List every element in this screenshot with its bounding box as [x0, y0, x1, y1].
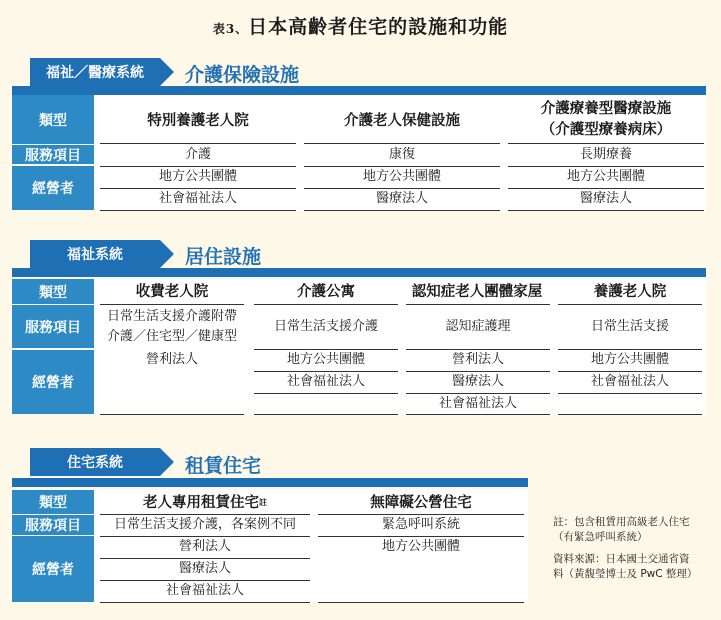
s1-col3-name-line1: 介護療養型醫療設施 [540, 100, 672, 117]
s1-col1-service: 介護 [184, 147, 211, 162]
section3-tab-label: 住宅系統 [67, 455, 123, 471]
section1-tab-label: 福祉／醫療系統 [46, 65, 144, 81]
section1-bar [12, 86, 706, 95]
label-type [12, 279, 94, 304]
label-service-text: 服務項目 [25, 518, 81, 534]
divider [558, 414, 702, 415]
s2-col1-service-line2: 介護／住宅型／健康型 [106, 329, 237, 344]
label-operator [12, 536, 94, 602]
divider [100, 143, 296, 144]
label-type-text: 類型 [39, 495, 67, 511]
title-prefix: 表3、 [212, 22, 249, 36]
label-service [12, 515, 94, 535]
divider [254, 393, 398, 394]
divider [558, 393, 702, 394]
s2-col4-operator-1: 地方公共團體 [590, 352, 669, 367]
footnote [553, 515, 718, 545]
divider [508, 210, 704, 211]
section2-tab [30, 240, 160, 268]
s3-col2-service: 緊急呼叫系統 [381, 517, 460, 532]
divider [406, 414, 550, 415]
s2-col4-operator-2: 社會福祉法人 [590, 374, 669, 389]
divider [304, 143, 500, 144]
divider [318, 602, 524, 603]
s1-col2-name: 介護老人保健設施 [344, 111, 460, 129]
s1-col2-service: 康復 [388, 147, 415, 162]
s1-col1-operator-2: 社會福祉法人 [158, 191, 237, 206]
section3-bar [12, 478, 528, 487]
source-line1: 資料來源：日本國土交通省資 [553, 553, 690, 565]
s3-col2-name: 無障礙公營住宅 [370, 493, 472, 511]
divider [100, 414, 244, 415]
footnote-line2: （有緊急呼叫系統） [553, 531, 648, 543]
label-type [12, 95, 94, 144]
section2-bar [12, 268, 706, 277]
s3-col1-operator-3: 社會福祉法人 [165, 583, 244, 598]
divider [304, 210, 500, 211]
divider [100, 602, 310, 603]
s3-col1-name [100, 491, 310, 513]
s1-col1-operator-1: 地方公共團體 [158, 169, 237, 184]
s1-col3-name [508, 97, 704, 141]
s2-col3-name: 認知症老人團體家屋 [411, 283, 543, 300]
s3-col1-operator-2: 醫療法人 [178, 561, 231, 576]
page-title [0, 12, 721, 39]
s1-col3-name-line2: （介護型療養病床） [540, 121, 672, 138]
s3-col1-operator-1: 營利法人 [178, 539, 231, 554]
section3-heading: 租賃住宅 [185, 455, 262, 477]
s2-col2-operator-1: 地方公共團體 [286, 352, 365, 367]
s2-col3-operator-2: 醫療法人 [451, 374, 504, 389]
s1-col3-operator-2: 醫療法人 [579, 191, 632, 206]
s3-col1-service: 日常生活支援介護，各案例不同 [113, 517, 296, 532]
divider [508, 143, 704, 144]
label-type [12, 490, 94, 514]
label-operator [12, 166, 94, 210]
s1-col1-name: 特別養護老人院 [147, 111, 249, 129]
s1-col2-operator-2: 醫療法人 [375, 191, 428, 206]
divider [100, 210, 296, 211]
s3-col1-name-text: 老人專用租賃住宅 [143, 493, 259, 511]
label-operator-text: 經營者 [32, 375, 74, 391]
s2-col3-operator-1: 營利法人 [451, 352, 504, 367]
section2-heading: 居住設施 [185, 246, 262, 268]
s3-col1-name-sup: 註 [259, 496, 267, 507]
s2-col2-operator-2: 社會福祉法人 [286, 374, 365, 389]
s2-col2-name: 介護公寓 [297, 283, 355, 300]
label-service [12, 305, 94, 348]
s1-col3-operator-1: 地方公共團體 [566, 169, 645, 184]
s2-col3-service: 認知症護理 [445, 319, 511, 334]
source-note [553, 552, 718, 582]
label-type-text: 類型 [39, 284, 67, 301]
s2-col3-operator-3: 社會福祉法人 [438, 396, 517, 411]
s2-col1-name: 收費老人院 [135, 283, 209, 300]
s2-col1-service [100, 305, 244, 349]
s2-col2-service: 日常生活支援介護 [273, 319, 378, 334]
divider [254, 414, 398, 415]
footnote-line1: 註：包含租賃用高級老人住宅 [553, 516, 690, 528]
label-operator-text: 經營者 [32, 562, 74, 578]
s2-col4-name: 養護老人院 [593, 283, 667, 300]
label-service [12, 145, 94, 164]
s1-col3-service: 長期療養 [579, 147, 632, 162]
label-operator [12, 350, 94, 414]
section3-tab [30, 448, 160, 476]
section1-tab [30, 58, 160, 86]
title-main: 日本高齡者住宅的設施和功能 [248, 16, 509, 38]
s2-col1-operator-1: 營利法人 [145, 352, 198, 367]
s3-col2-operator-1: 地方公共團體 [381, 539, 460, 554]
s2-col1-service-line1: 日常生活支援介護附帶 [106, 309, 237, 324]
label-service-text: 服務項目 [25, 147, 81, 164]
label-service-text: 服務項目 [25, 319, 81, 336]
s2-col4-service: 日常生活支援 [590, 319, 669, 334]
label-operator-text: 經營者 [32, 181, 74, 197]
label-type-text: 類型 [39, 112, 67, 129]
section1-heading: 介護保險設施 [185, 64, 300, 86]
source-line2: 料（黃馥瑩博士及 PwC 整理） [553, 568, 698, 580]
s1-col2-operator-1: 地方公共團體 [362, 169, 441, 184]
section2-tab-label: 福祉系統 [67, 247, 123, 263]
